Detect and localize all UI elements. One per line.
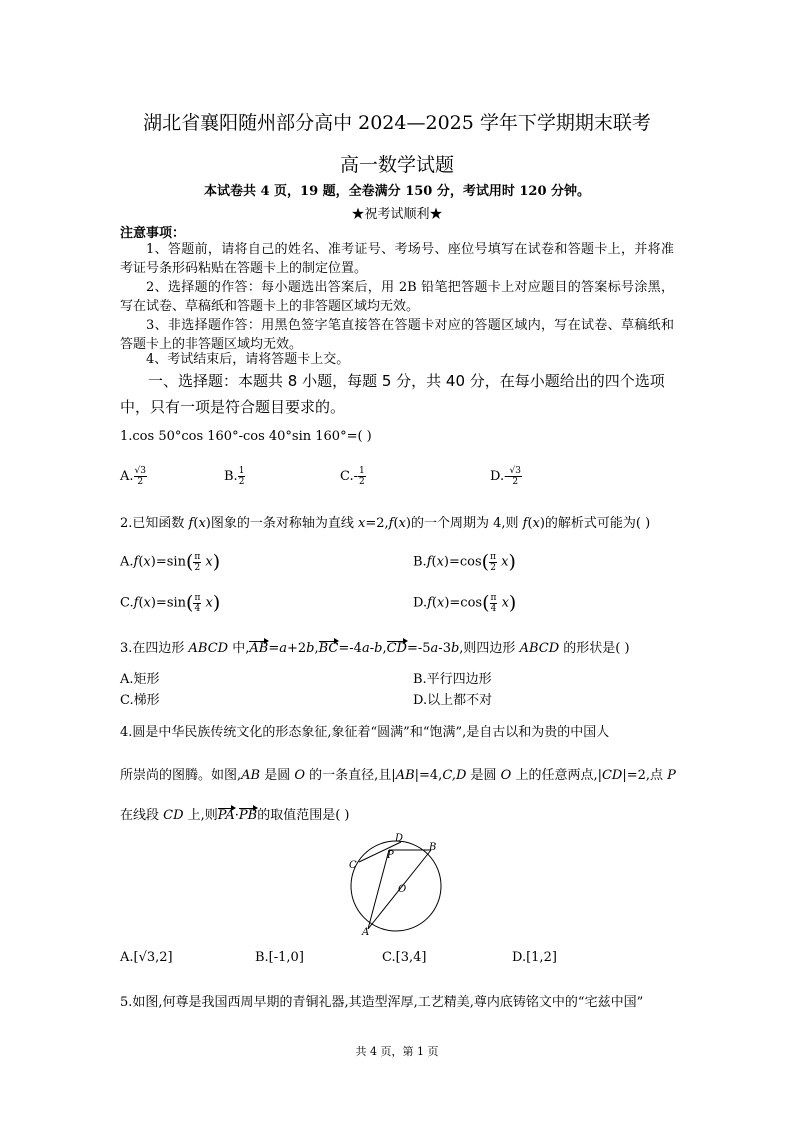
question-2-option-c: C.f(x)=sin( $\frac{\pi}{4}$ x): [120, 592, 221, 614]
notice-item-4: 4、考试结束后，请将答题卡上交。: [146, 352, 350, 367]
vector-pb: PB: [238, 808, 258, 823]
question-1-option-d: D.- $\frac{√3}{2}$: [490, 466, 521, 487]
vector-bc: BC: [318, 641, 339, 656]
question-4-option-d: D.[1,2]: [512, 950, 557, 965]
question-3-option-d: D.以上都不对: [413, 693, 493, 708]
exam-info: 本试卷共 4 页，19 题，全卷满分 150 分，考试用时 120 分钟。: [203, 184, 591, 199]
question-2-option-d: D.f(x)=cos( $\frac{\pi}{4}$ x): [413, 592, 517, 614]
question-3-stem: 3.在四边形 ABCD 中,AB=a+2b,BC=-4a-b,CD=-5a-3b,则四边形 ABCD 的形状是( ): [120, 641, 630, 656]
section-choice-heading: 一、选择题：本题共 8 小题，每题 5 分，共 40 分，在每小题给出的四个选项中，只有一项是符合题目要求的。: [120, 372, 665, 416]
notice-item-1: 1、答题前，请将自己的姓名、准考证号、考场号、座位号填写在试卷和答题卡上，并将准考证号条形码粘贴在答题卡上的制定位置。: [120, 242, 674, 276]
label-p: P: [387, 850, 394, 861]
page-footer: 共 4 页，第 1 页: [355, 1045, 439, 1058]
question-4-line-1: 4.圆是中华民族传统文化的形态象征,象征着“圆满”和“饱满”,是自古以和为贵的中国人: [120, 725, 610, 740]
label-o: O: [398, 884, 407, 895]
question-4-line-2: 所崇尚的图腾。如图,AB 是圆 O 的一条直径,且|AB|=4,C,D 是圆 O 上的任意两点,|CD|=2,点 P: [120, 768, 676, 783]
label-c: C: [349, 860, 357, 871]
chord-cd: [359, 842, 401, 862]
question-5-line-1: 5.如图,何尊是我国西周早期的青铜礼器,其造型浑厚,工艺精美,尊内底铸铭文中的“宅兹中国”: [120, 995, 644, 1010]
question-2-option-b: B.f(x)=cos( $\frac{\pi}{2}$ x): [413, 551, 516, 573]
question-3-option-b: B.平行四边形: [413, 672, 492, 687]
question-4-option-c: C.[3,4]: [382, 950, 427, 965]
segment-pa: [368, 850, 389, 929]
question-4-line-3: 在线段 CD 上,则PA·PB的取值范围是( ): [120, 808, 350, 823]
question-2-option-a: A.f(x)=sin( $\frac{\pi}{2}$ x): [120, 551, 221, 573]
question-4-option-b: B.[-1,0]: [255, 950, 304, 965]
exam-subtitle: 高一数学试题: [339, 154, 454, 176]
label-d: D: [395, 833, 404, 844]
exam-title: 湖北省襄阳随州部分高中 2024—2025 学年下学期期末联考: [143, 112, 651, 134]
question-1-stem: 1.cos 50°cos 160°-cos 40°sin 160°=( ): [120, 429, 372, 444]
question-3-option-c: C.梯形: [120, 693, 160, 708]
question-1-option-b: B. $\frac{1}{2}$: [224, 466, 245, 487]
vector-pa: PA: [217, 808, 235, 823]
label-b: B: [429, 842, 437, 853]
question-4-option-a: A.[√3,2]: [120, 950, 173, 965]
question-1-option-c: C.- $\frac{1}{2}$: [340, 466, 365, 487]
notice-heading: 注意事项：: [120, 226, 186, 241]
exam-wish: ★祝考试顺利★: [351, 207, 443, 222]
question-2-stem: 2.已知函数 f(x)图象的一条对称轴为直线 x=2,f(x)的一个周期为 4,则 f(x)的解析式可能为( ): [120, 516, 651, 531]
circle-diagram: [345, 828, 449, 936]
vector-cd: CD: [386, 641, 407, 656]
question-3-option-a: A.矩形: [120, 672, 160, 687]
question-1-option-a: A. $\frac{√3}{2}$: [120, 466, 146, 487]
notice-item-2: 2、选择题的作答：每小题选出答案后，用 2B 铅笔把答题卡上对应题目的答案标号涂黑，写在试卷、草稿纸和答题卡上的非答题区域均无效。: [120, 280, 674, 314]
vector-ab: AB: [249, 641, 269, 656]
label-a: A: [362, 927, 370, 936]
notice-item-3: 3、非选择题作答：用黑色签字笔直接答在答题卡对应的答题区域内，写在试卷、草稿纸和答题卡上的非答题区域均无效。: [120, 318, 674, 352]
